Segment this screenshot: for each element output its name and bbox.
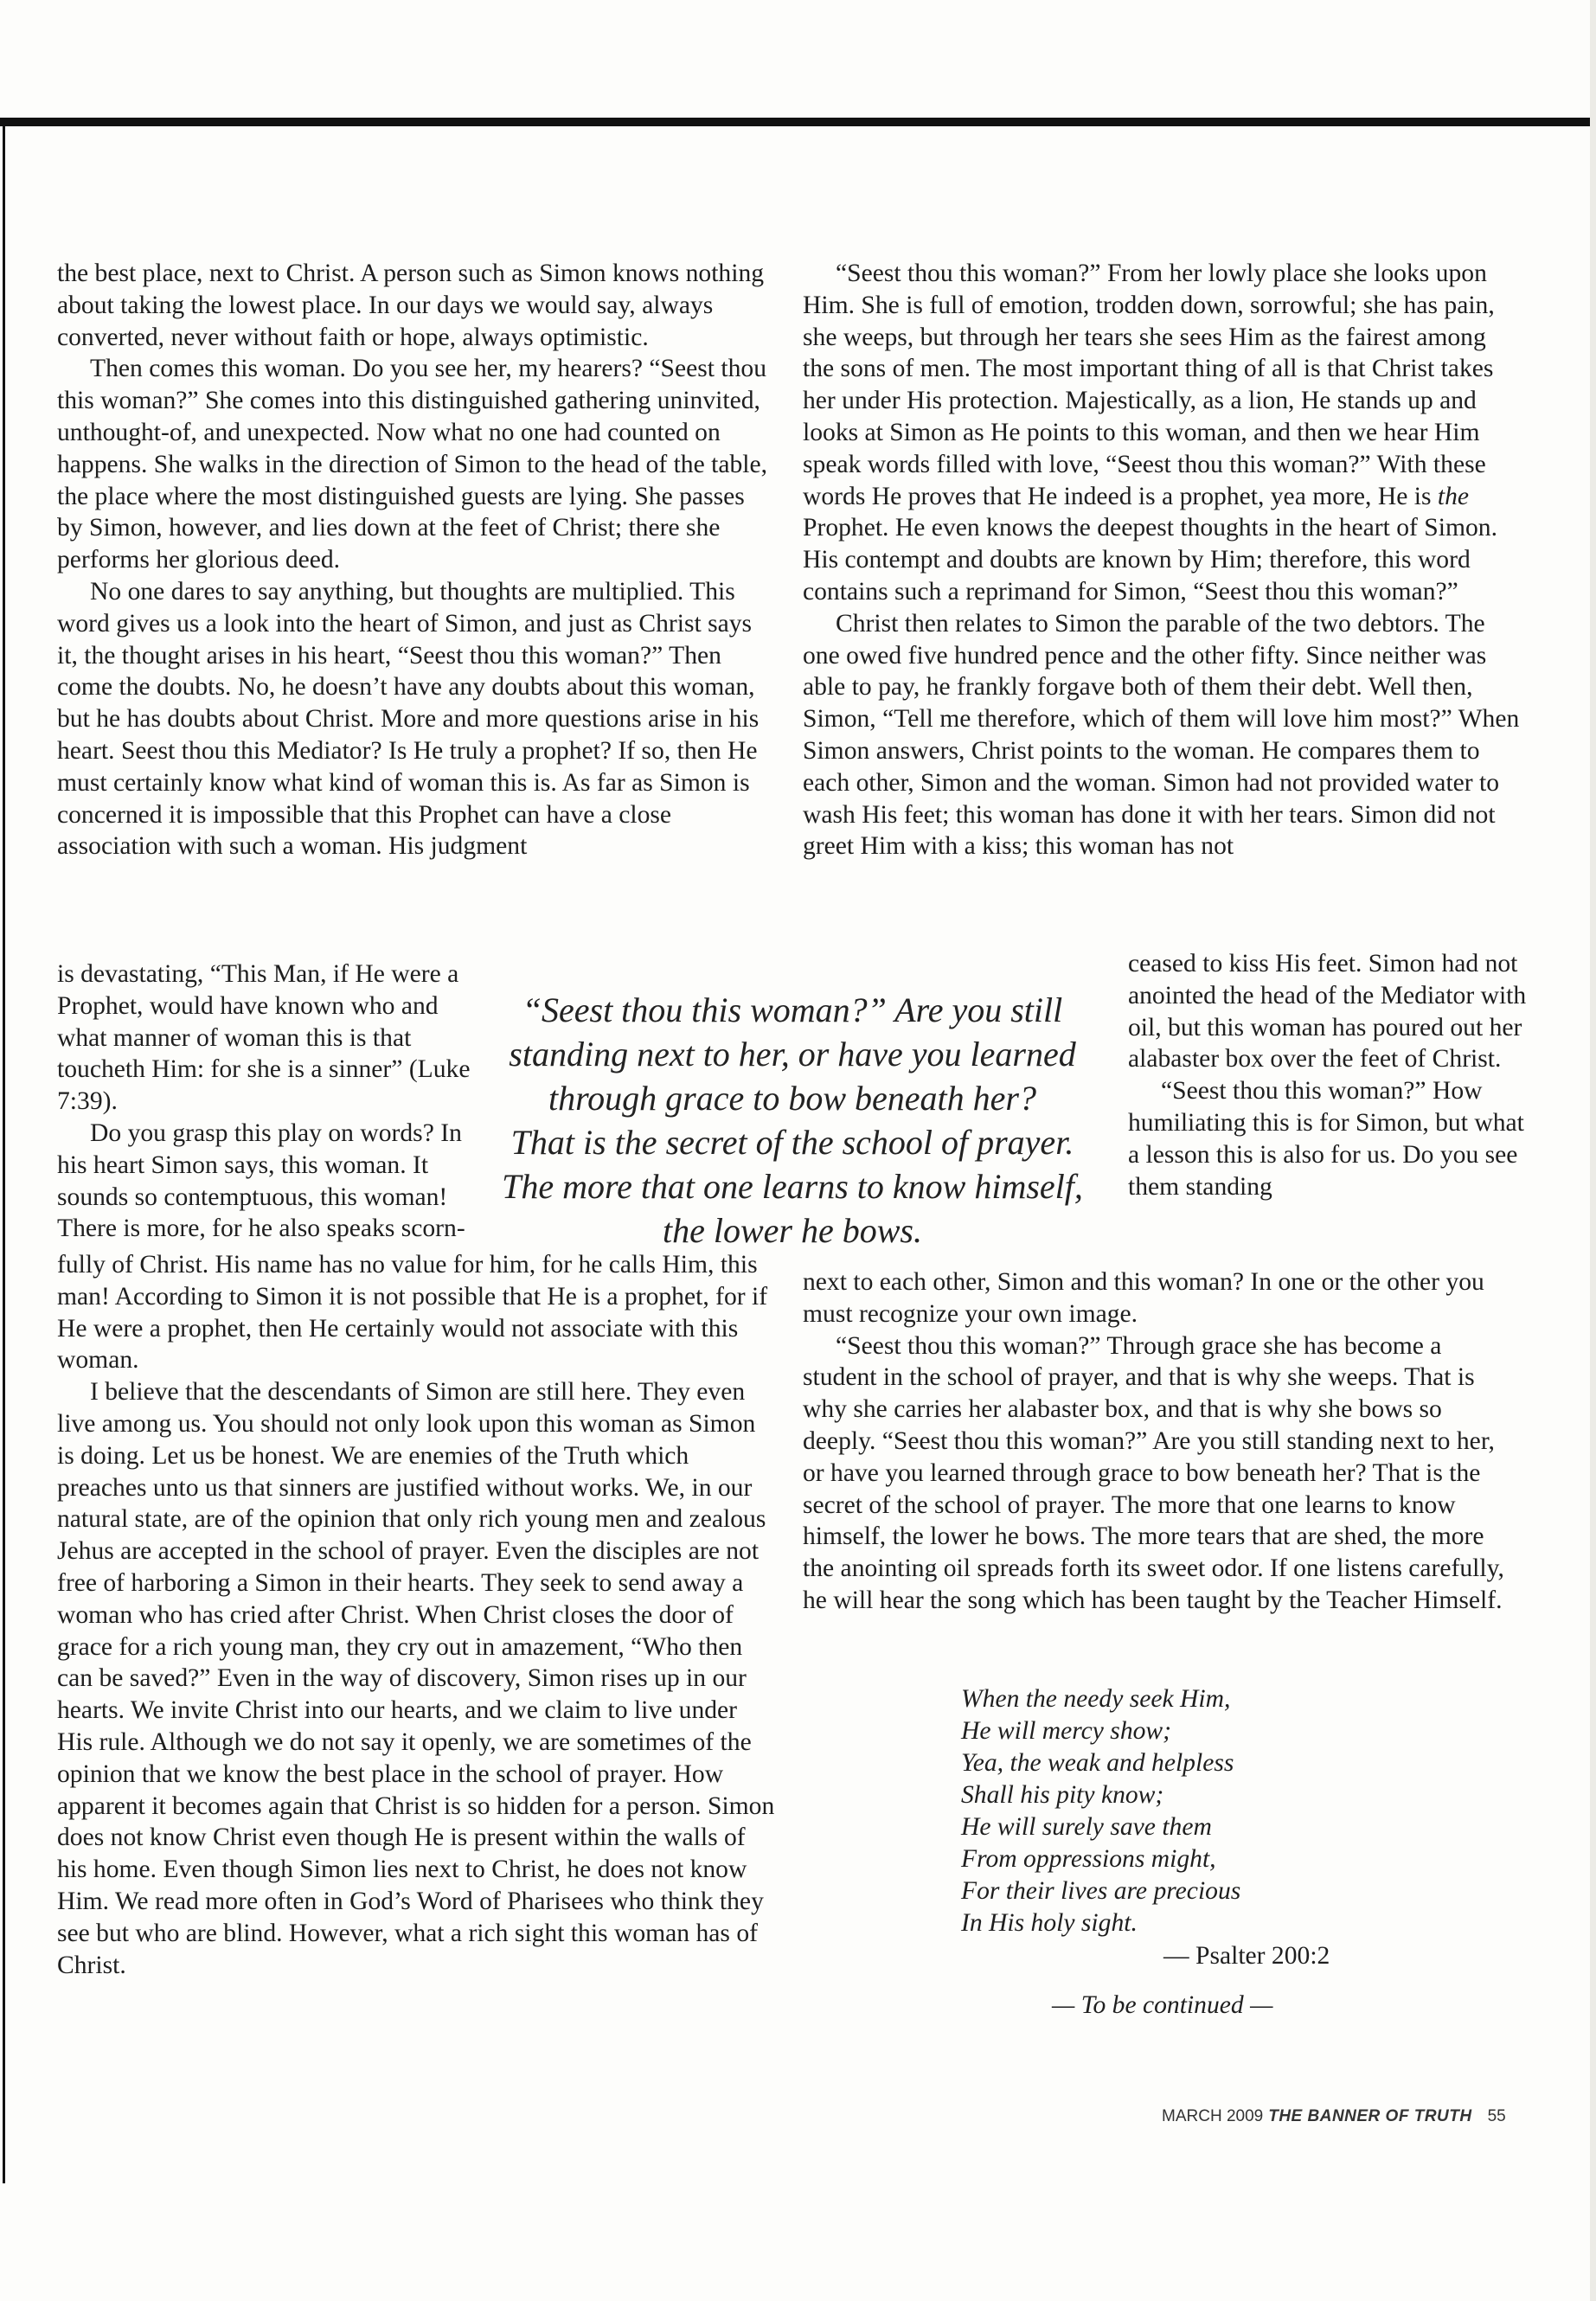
paragraph: Christ then relates to Simon the parable of the two debtors. The one owed five hundred pence and the other fifty. Since neither was able to pay, he frankly forgave both of them their debt. Well then, Simon, “Tell me therefore, which of them will love him most?” When Simon answers, Christ points to the woman. He compares them to each other, Simon and the woman. Simon had not provided water to wash His feet; this woman has done it with her tears. Simon did not greet Him with a kiss; this woman has not: [803, 609, 1520, 861]
paragraph: ceased to kiss His feet. Simon had not anointed the head of the Mediator with oil, but this woman has poured out her alabaster box over the feet of Christ.: [1128, 950, 1527, 1074]
top-rule: [0, 118, 1596, 126]
poem-line: He will mercy show;: [961, 1717, 1172, 1745]
pull-quote-line: through grace to bow beneath her?: [548, 1079, 1036, 1118]
page-footer: [1162, 2107, 1506, 2126]
footer-date: MARCH 2009: [1162, 2107, 1264, 2125]
pull-quote-line: That is the secret of the school of prayer.: [510, 1123, 1074, 1162]
poem-line: In His holy sight.: [961, 1909, 1138, 1937]
paragraph: is devastating, “This Man, if He were a Prophet, would have known who and what manner of woman this is that toucheth Him: for she is a sinner” (Luke 7:39).: [57, 960, 471, 1116]
pull-quote-line: the lower he bows.: [663, 1211, 922, 1250]
paragraph: I believe that the descendants of Simon are still here. They even live among us. You should not only look upon this woman as Simon is doing. Let us be honest. We are enemies of the Truth which preaches unto us that sinners are justified without works. We, in our natural state, are of the opinion that only rich young men and zealous Jehus are accepted in the school of prayer. Even the disciples are not free of harboring a Simon in their hearts. They seek to send away a woman who has cried after Christ. When Christ closes the door of grace for a rich young man, they cry out in amazement, “Who then can be saved?” Even in the way of discovery, Simon rises up in our hearts. We invite Christ into our hearts, and we claim to live under His rule. Although we do not say it openly, we are sometimes of the opinion that we know the best place in the school of prayer. How apparent it becomes again that Christ is so hidden for a person. Simon does not know Christ even though He is present within the walls of his home. Even though Simon lies next to Christ, he does not know Him. We read more often in God’s Word of Pharisees who think they see but who are blind. However, what a rich sight this woman has of Christ.: [57, 1378, 775, 1979]
left-margin-rule: [3, 125, 5, 2183]
paragraph: next to each other, Simon and this woman? In one or the other you must recognize your own image.: [803, 1268, 1484, 1328]
paragraph: fully of Christ. His name has no value for him, for he calls Him, this man! According to Simon it is not possible that He is a prophet, for if He were a prophet, then He certainly would not associate with this woman.: [57, 1251, 768, 1375]
paragraph: Then comes this woman. Do you see her, my hearers? “Seest thou this woman?” She comes into this distinguished gathering uninvited, unthought-of, and unexpected. Now what no one had counted on happens. She walks in the direction of Simon to the head of the table, the place where the most distinguished guests are lying. She passes by Simon, however, and lies down at the feet of Christ; there she performs her glorious deed.: [57, 355, 768, 574]
poem-line: From oppressions might,: [961, 1845, 1216, 1873]
poem-line: He will surely save them: [961, 1813, 1212, 1841]
right-wrap-text: [1128, 948, 1533, 1202]
pull-quote: [472, 988, 1112, 1253]
text-run: Prophet. He even knows the deepest thoughts in the heart of Simon. His contempt and doubts are known by Him; therefore, this word contains such a reprimand for Simon, “Seest thou this woman?”: [803, 514, 1497, 606]
left-column: [57, 258, 775, 862]
left-column-continued: [57, 1249, 775, 1981]
paragraph: “Seest thou this woman?” How humiliating this is for Simon, but what a lesson this is also for us. Do you see them standing: [1128, 1077, 1524, 1201]
footer-publication: THE BANNER OF TRUTH: [1268, 2107, 1472, 2125]
page-number: 55: [1487, 2107, 1506, 2125]
text-run: “Seest thou this woman?” From her lowly place she looks upon Him. She is full of emotion, trodden down, sorrowful; she has pain, she weeps, but through her tears she sees Him as the fairest among the sons of men. The most important thing of all is that Christ takes her under His protection. Majestically, as a lion, He stands up and looks at Simon as He points to this woman, and then we hear Him speak words filled with love, “Seest thou this woman?” With these words He proves that He indeed is a prophet, yea more, He is: [803, 260, 1495, 510]
left-wrap-text: [57, 958, 472, 1245]
poem-line: Yea, the weak and helpless: [961, 1749, 1234, 1777]
poem-line: For their lives are precious: [961, 1877, 1241, 1905]
paragraph: “Seest thou this woman?” Through grace she has become a student in the school of prayer, and that is why she weeps. That is why she carries her alabaster box, and that is why she bows so deeply. “Seest thou this woman?” Are you still standing next to her, or have you learned through grace to bow beneath her? That is the secret of the school of prayer. The more that one learns to know himself, the lower he bows. The more tears that are shed, the more the anointing oil spreads forth its sweet odor. If one listens carefully, he will hear the song which has been taught by the Teacher Himself.: [803, 1331, 1504, 1614]
pull-quote-line: “Seest thou this woman?” Are you still: [522, 990, 1063, 1029]
emphasis: the: [1437, 482, 1470, 510]
poem-line: When the needy seek Him,: [961, 1685, 1231, 1713]
pull-quote-line: standing next to her, or have you learned: [509, 1035, 1076, 1074]
paragraph: Do you grasp this play on words? In his heart Simon says, this woman. It sounds so contemptuous, this woman! There is more, for he also speaks scorn-: [57, 1118, 465, 1243]
paragraph: No one dares to say anything, but thoughts are multiplied. This word gives us a look into the heart of Simon, and just as Christ says it, the thought arises in his heart, “Seest thou this woman?” Then come the doubts. No, he doesn’t have any doubts about this woman, but he has doubts about Christ. More and more questions arise in his heart. Seest thou this Mediator? Is He truly a prophet? If so, then He must certainly know what kind of woman this is. As far as Simon is concerned it is impossible that this Prophet can have a close association with such a woman. His judgment: [57, 577, 760, 861]
paragraph: the best place, next to Christ. A person such as Simon knows nothing about taking the lowest place. In our days we would say, always converted, never without faith or hope, always optimistic.: [57, 260, 765, 351]
poem-source: — Psalter 200:2: [1163, 1942, 1330, 1970]
paragraph: [803, 258, 1521, 608]
psalter-poem: [961, 1683, 1394, 1939]
right-column-continued: [803, 1266, 1521, 1617]
right-column: [803, 258, 1521, 862]
pull-quote-line: The more that one learns to know himself,: [502, 1167, 1083, 1206]
poem-line: Shall his pity know;: [961, 1781, 1164, 1809]
to-be-continued: — To be continued —: [1052, 1991, 1273, 2019]
page-edge: [1590, 0, 1596, 2301]
